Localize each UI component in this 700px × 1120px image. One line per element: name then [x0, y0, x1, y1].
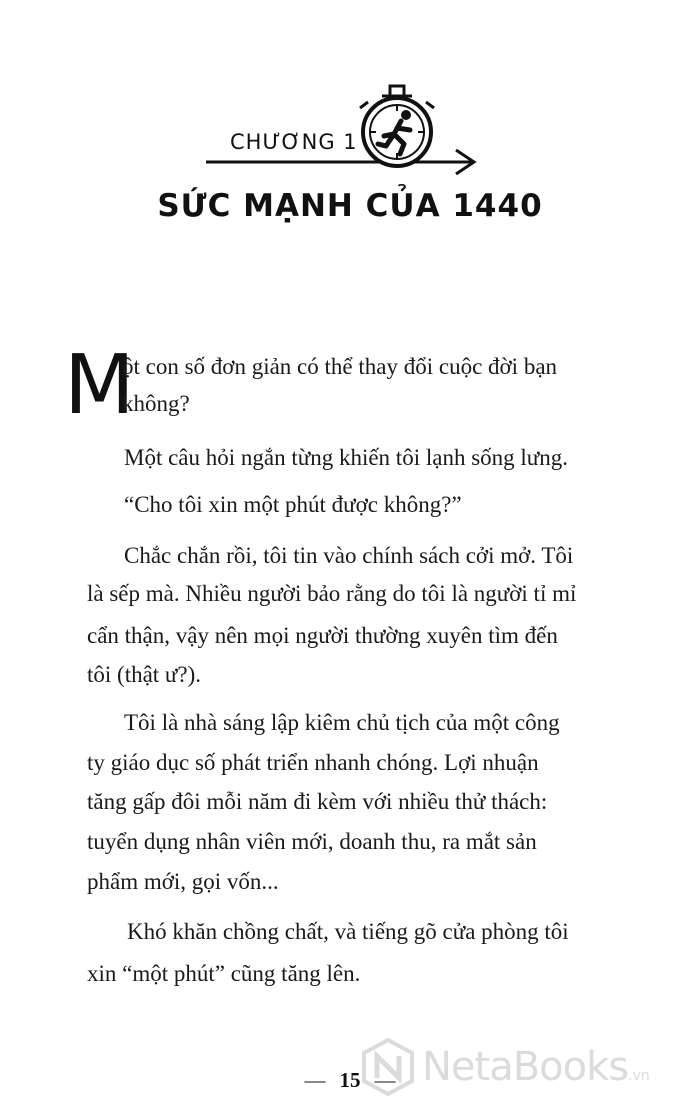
text-line: xin “một phút” cũng tăng lên.: [87, 961, 361, 986]
chapter-label: CHƯƠNG 1: [230, 130, 358, 154]
text-line: Khó khăn chồng chất, và tiếng gõ cửa phòng tôi: [127, 919, 569, 944]
watermark-brand: NetaBooks: [422, 1044, 629, 1090]
watermark-text: [422, 1044, 650, 1090]
text-line: là sếp mà. Nhiều người bảo rằng do tôi là người tỉ mỉ: [87, 581, 577, 606]
text-line: tuyển dụng nhân viên mới, doanh thu, ra mắt sản: [87, 829, 537, 854]
text-line: Tôi là nhà sáng lập kiêm chủ tịch của một công: [124, 710, 560, 735]
chapter-title: SỨC MẠNH CỦA 1440: [157, 188, 543, 224]
text-line: ty giáo dục số phát triển nhanh chóng. Lợi nhuận: [87, 750, 539, 775]
text-line: phẩm mới, gọi vốn...: [87, 869, 279, 894]
text-line: không?: [122, 391, 190, 416]
text-line: tôi (thật ư?).: [87, 662, 202, 687]
text-line: Chắc chắn rồi, tôi tin vào chính sách cởi mở. Tôi: [124, 543, 574, 568]
page-number-value: 15: [339, 1068, 361, 1092]
text-line: ột con số đơn giản có thể thay đổi cuộc đời bạn: [122, 354, 558, 379]
text-line: “Cho tôi xin một phút được không?”: [124, 492, 462, 517]
text-line: tăng gấp đôi mỗi năm đi kèm với nhiều thử thách:: [87, 789, 548, 814]
text-line: Một câu hỏi ngắn từng khiến tôi lạnh sống lưng.: [124, 445, 568, 470]
netabooks-logo-icon: [362, 1038, 414, 1096]
drop-cap: M: [64, 338, 135, 433]
page-dash-right: —: [374, 1068, 396, 1092]
page-dash-left: —: [304, 1068, 326, 1092]
watermark-suffix: .vn: [628, 1068, 650, 1084]
text-line: cẩn thận, vậy nên mọi người thường xuyên tìm đến: [87, 623, 558, 648]
watermark: [362, 1038, 650, 1096]
